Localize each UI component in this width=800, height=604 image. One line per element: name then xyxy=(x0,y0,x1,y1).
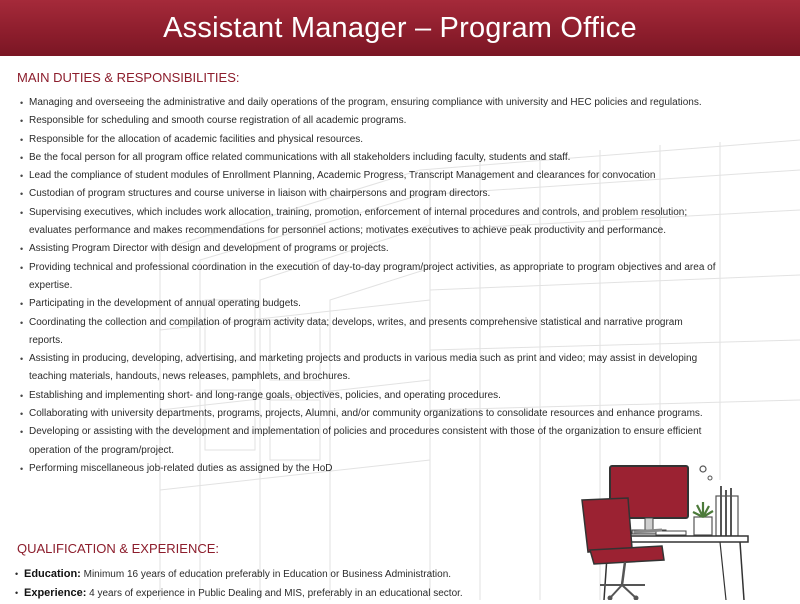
page-title: Assistant Manager – Program Office xyxy=(163,11,637,44)
duty-item: • Establishing and implementing short- and long-range goals, objectives, policies, and operating procedures. xyxy=(18,387,718,405)
duty-item: • Providing technical and professional coordination in the execution of day-to-day program/project activities, as appropriate to program objectives and area of expertise. xyxy=(18,259,718,296)
desk-illustration xyxy=(582,466,748,600)
duty-item: • Assisting in producing, developing, advertising, and marketing projects and products in various media such as print and video; may assist in developing teaching materials, handouts, news releases, pamphlets, and brochures. xyxy=(18,350,718,387)
duty-item: • Managing and overseeing the administrative and daily operations of the program, ensuring compliance with university and HEC policies and regulations. xyxy=(18,94,718,112)
duty-item: • Custodian of program structures and course universe in liaison with chairpersons and program directors. xyxy=(18,185,718,203)
duty-item: • Lead the compliance of student modules of Enrollment Planning, Academic Progress, Transcript Management and clearances for convocation xyxy=(18,167,718,185)
duty-item: • Coordinating the collection and compilation of program activity data; develops, writes, and presents comprehensive statistical and narrative program reports. xyxy=(18,314,718,351)
duty-item: • Be the focal person for all program office related communications with all stakeholders including faculty, students and staff. xyxy=(18,149,718,167)
duties-heading: MAIN DUTIES & RESPONSIBILITIES: xyxy=(17,70,240,85)
duties-list xyxy=(18,94,718,478)
duty-item: • Responsible for scheduling and smooth course registration of all academic programs. xyxy=(18,112,718,130)
title-banner xyxy=(0,0,800,56)
duty-item: • Performing miscellaneous job-related duties as assigned by the HoD xyxy=(18,460,718,478)
qualification-text: Minimum 16 years of education preferably in Education or Business Administration. xyxy=(83,569,452,580)
duty-item: • Participating in the development of annual operating budgets. xyxy=(18,295,718,313)
duty-item: • Collaborating with university departments, programs, projects, Alumni, and/or community organizations to consolidate resources and enhance programs. xyxy=(18,405,718,423)
qualification-text: 4 years of experience in Public Dealing and MIS, preferably in an educational sector. xyxy=(89,588,463,600)
qualification-label: Education: xyxy=(24,568,81,580)
duty-item: • Developing or assisting with the development and implementation of policies and procedures consistent with those of the organization to ensure efficient operation of the program/project. xyxy=(18,423,718,460)
qualification-heading: QUALIFICATION & EXPERIENCE: xyxy=(17,541,220,556)
qualification-item xyxy=(15,565,575,584)
duty-item: • Responsible for the allocation of academic facilities and physical resources. xyxy=(18,131,718,149)
duty-item: • Assisting Program Director with design and development of programs or projects. xyxy=(18,240,718,258)
qualifications-list xyxy=(15,565,575,604)
duty-item: • Supervising executives, which includes work allocation, training, promotion, enforcement of internal procedures and controls, and problem resolution; evaluates performance and makes recommendations for personnel actions; motivates executives to achieve peak productivity and performance. xyxy=(18,204,718,241)
qualification-item xyxy=(15,584,575,603)
qualification-label: Experience: xyxy=(24,587,87,600)
